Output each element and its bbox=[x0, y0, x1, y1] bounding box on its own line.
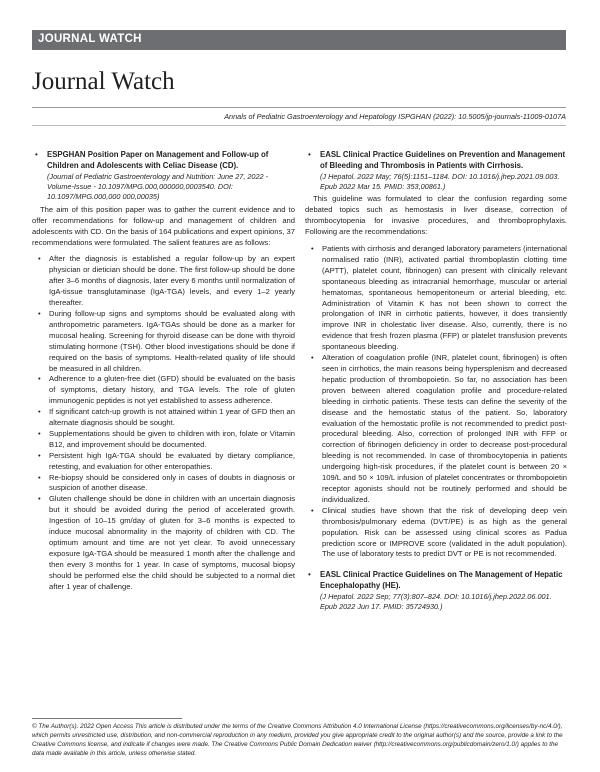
header-label: JOURNAL WATCH bbox=[38, 33, 142, 45]
list-item: • Persistent high IgA-TGA should be evaluated by dietary compliance, retesting, and evaluation for other enteropathies. bbox=[38, 450, 295, 471]
list-item: • Supplementations should be given to children with iron, folate or Vitamin B12, and improvement should be documented. bbox=[38, 428, 295, 449]
list-item: • If significant catch-up growth is not attained within 1 year of GFD then an alternate diagnosis should be sought. bbox=[38, 407, 295, 428]
article-reference: (J Hepatol. 2022 May; 76(5):1151–1184. DOI: 10.1016/j.jhep.2021.09.003. Epub 2022 Mar 15. PMID: 353,00861.) bbox=[320, 171, 560, 191]
section-bullet: • bbox=[35, 150, 38, 159]
list-item: • After the diagnosis is established a regular follow-up by an expert physician or dietician should be done. The first follow-up should be done after 3–6 months of diagnosis, later every 6 months until normalization of IgA-tissue transglutaminase (IgA-TGA) levels, and every 1–2 yearly thereafter. bbox=[38, 254, 295, 308]
article-espghan-celiac bbox=[32, 150, 295, 203]
citation-divider bbox=[32, 125, 566, 126]
article-reference: (Journal of Pediatric Gastroenterology and Nutrition: June 27, 2022 - Volume-Issue - 10.1097/MPG.000,000000,0003540. DOI: 10.1097/MPG.000,000 000,00035) bbox=[47, 171, 269, 202]
page-title: Journal Watch bbox=[32, 68, 175, 95]
recommendation-list bbox=[32, 254, 295, 592]
list-item: • Patients with cirrhosis and deranged laboratory parameters (international normalised ratio (INR), activated partial thromboplastin clotting time (APTT), platelet count, fibrinogen) can present with clinically relevant spontaneous bleeding as intracranial hemorrhage, muscular or arterial hematomas, spontaneous hemoperitoneum or arterial bleeding, etc. Administration of Vitamin K has not been shown to correct the prolongation of INR in cirrhotic patients, however, it does transiently improve INR in cholestatic liver disease. Also, currently, there is no evidence that fresh frozen plasma (FFP) or platelet transfusion prevents spontaneous bleeding. bbox=[311, 244, 567, 352]
list-item: • During follow-up signs and symptoms should be evaluated along with anthropometric parameters. IgA-TGAs should be done as a marker for mucosal healing. Screening for thyroid disease can be done with thyroid stimulating hormone (TSH). Other blood investigations should be done if required on the basis of symptoms. Health-related quality of life should be measured in all children. bbox=[38, 308, 295, 373]
left-column bbox=[32, 150, 295, 593]
article-intro: This guideline was formulated to clear the confusion regarding some debated topics such as hemostasis in liver disease, correction of thrombocytopenia for invasive procedures, and thromboprophylaxis. Following are the recommendations: bbox=[305, 194, 567, 237]
list-item: • Alteration of coagulation profile (INR, platelet count, fibrinogen) is often seen in cirrhotics, the main reasons being hypersplenism and decreased hepatic production of thrombopoietin. So far, no association has been proven between altered coagulation profile and procedure-related bleeding in cirrhotic patients. These tests can define the severity of the disease and the hemostatic status of the patient. So, laboratory evaluation of the hemostatic profile is not recommended to predict post-procedural bleeding. Also, correction of prolonged INR with FFP or correction of fibrinogen deficiency in order to decrease post-procedural bleeding is not recommended. In case of thrombocytopenia in patients undergoing high-risk procedures, if the platelet count is between 20 × 109/L and 50 × 109/L infusion of platelet concentrates or thrombopoietin receptor agonists should not be routinely performed and should be individualized. bbox=[311, 353, 567, 504]
article-title: EASL Clinical Practice Guidelines on The Management of Hepatic Encephalopathy (HE). bbox=[320, 570, 563, 591]
article-easl-hepatic-encephalopathy bbox=[305, 570, 567, 612]
list-item: • Gluten challenge should be done in children with an uncertain diagnosis but it should be avoided during the period of accelerated growth. Ingestion of 10–15 gm/day of gluten for 3–6 months is expected to induce mucosal abnormality in the majority of children with CD. The optimum amount and time are not yet clear. To avoid unnecessary exposure IgA-TGA should be measured 1 month after the challenge and then every 3 months for 1 year. In case of symptoms, mucosal biopsy should be performed else the child should be subjected to a normal diet after 1 year of challenge. bbox=[38, 494, 295, 591]
article-intro: The aim of this position paper was to gather the current evidence and to offer recommendations for follow-up and management of children and adolescents with CD. On the basis of 164 publications and expert opinions, 37 recommendations were formulated. The salient features are as follows: bbox=[32, 204, 295, 247]
list-item: • Adherence to a gluten-free diet (GFD) should be evaluated on the basis of symptoms, dietary history, and TGA levels. The role of gluten immunogenic peptides is not yet established to assess adherence. bbox=[38, 374, 295, 406]
article-easl-bleeding-thrombosis bbox=[305, 150, 567, 192]
journal-citation: Annals of Pediatric Gastroenterology and Hepatology ISPGHAN (2022): 10.5005/jp-journals-11009-0107A bbox=[224, 112, 566, 121]
list-item: • Re-biopsy should be considered only in cases of doubts in diagnosis or suspicion of another disease. bbox=[38, 472, 295, 493]
section-bullet: • bbox=[308, 150, 311, 159]
footer-divider bbox=[32, 718, 182, 719]
recommendation-list bbox=[305, 244, 567, 560]
license-footer: © The Author(s). 2022 Open Access This article is distributed under the terms of the Creative Commons Attribution 4.0 International License (https://creativecommons.org/licenses/by-nc/4.0/), which permits unrestricted use, distribution, and non-commercial reproduction in any medium, provided you give appropriate credit to the original author(s) and the source, provide a link to the Creative Commons license, and indicate if changes were made. The Creative Commons Public Domain Dedication waiver (http://creativecommons.org/publicdomain/zero/1.0/) applies to the data made available in this article, unless otherwise stated. bbox=[32, 723, 563, 757]
section-bullet: • bbox=[308, 570, 311, 580]
right-column bbox=[305, 150, 567, 613]
article-title: EASL Clinical Practice Guidelines on Prevention and Management of Bleeding and Thrombosis in Patients with Cirrhosis. bbox=[320, 150, 566, 170]
article-reference: (J Hepatol. 2022 Sep; 77(3):807–824. DOI: 10.1016/j.jhep.2022.06.001. Epub 2022 Jun 17. PMID: 35724930.) bbox=[320, 591, 552, 612]
article-title: ESPGHAN Position Paper on Management and Follow-up of Children and Adolescents with Celiac Disease (CD). bbox=[47, 150, 269, 170]
title-divider bbox=[32, 107, 566, 108]
list-item: • Clinical studies have shown that the risk of developing deep vein thrombosis/pulmonary edema (DVT/PE) is as high as the general population. Risk can be assessed using clinical scores as Padua prediction score or IMPROVE score (validated in the adult population). The use of laboratory tests to predict DVT or PE is not recommended. bbox=[311, 505, 567, 559]
journal-watch-header-bar bbox=[32, 30, 566, 50]
